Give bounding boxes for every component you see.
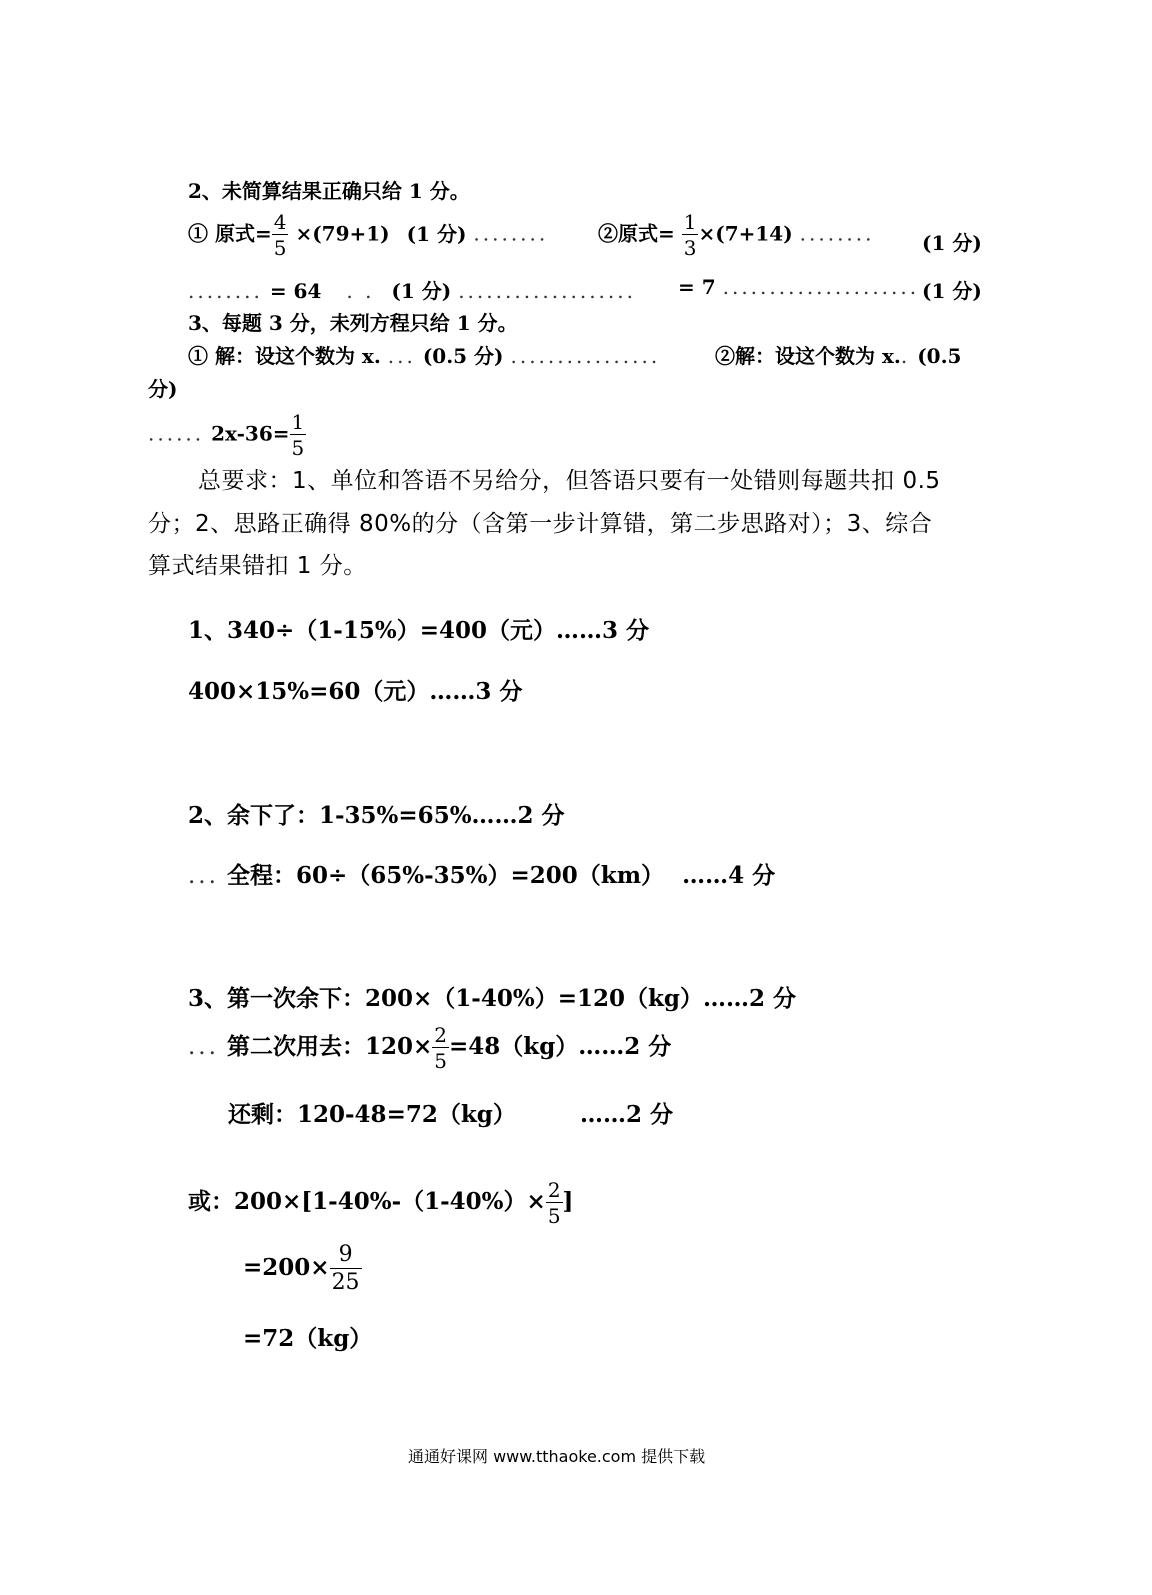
answer-1-line-2: 400×15%=60（元）……3 分 (188, 678, 523, 705)
page-footer: 通通好课网 www.tthaoke.com 提供下载 (408, 1447, 706, 1466)
equation-line-3-right (715, 340, 961, 369)
eq-prefix: ②原式= (598, 221, 675, 246)
alternative-line-2 (243, 1244, 362, 1294)
eq-score-right: (1 分) (922, 231, 982, 255)
eq-text: ②解：设这个数为 x. (715, 344, 901, 368)
answer-2-line-1: 2、余下了：1-35%=65%……2 分 (188, 802, 565, 829)
requirements-line-3: 算式结果错扣 1 分。 (148, 553, 367, 579)
eq-text: ① 解：设这个数为 x. (188, 344, 381, 368)
eq-value: = 7 (678, 275, 716, 299)
leader-dots: ................ (510, 344, 661, 368)
fraction: $\frac{1}{5}$ (291, 410, 305, 460)
leader-dots: . (900, 344, 911, 368)
requirements-line-1: 总要求：1、单位和答语不另给分，但答语只要有一处错则每题共扣 0.5 (198, 468, 941, 494)
eq-score: (1 分) (406, 221, 467, 246)
leader-dots: ... (188, 1034, 219, 1060)
eq-expr: 2x-36= (211, 421, 290, 446)
answer-2-line-2 (188, 857, 775, 890)
equation-wrap: 分) (148, 377, 178, 401)
answer-text: 或：200×[1-40%-（1-40%）× (188, 1188, 546, 1215)
leader-dots: ... (188, 863, 219, 889)
fraction: $\frac{1}{3}$ (683, 210, 697, 260)
fraction: $\frac{4}{5}$ (273, 210, 287, 260)
leader-dots: ........ (473, 221, 549, 246)
fraction: $\frac{2}{5}$ (434, 1023, 447, 1073)
eq-suffix: ×(7+14) (698, 221, 793, 246)
eq-prefix: ① 原式= (188, 221, 272, 246)
eq-score: (0.5 分) (422, 344, 504, 368)
requirements-line-2: 分；2、思路正确得 80%的分（含第一步计算错，第二步思路对）；3、综合 (148, 511, 933, 537)
answer-1-line-1: 1、340÷（1-15%）=400（元）……3 分 (188, 617, 649, 644)
equation-line-2-right (678, 275, 919, 299)
equation-line-2 (188, 275, 636, 304)
answer-text: 第二次用去：120× (226, 1033, 433, 1060)
leader-dots: . . (346, 279, 375, 303)
leader-dots: ..................... (722, 275, 920, 299)
leader-dots: ........ (799, 221, 875, 246)
scoring-heading-3: 3、每题 3 分，未列方程只给 1 分。 (188, 311, 518, 335)
leader-dots: ...... (148, 421, 205, 446)
answer-text: =200× (243, 1254, 330, 1281)
answer-text: ] (562, 1188, 574, 1215)
eq-value: = 64 (269, 279, 322, 303)
fraction: $\frac{9}{25}$ (331, 1242, 360, 1295)
leader-dots: ... (387, 344, 416, 368)
alternative-line-3: =72（kg） (243, 1325, 373, 1352)
answer-3-line-3: 还剩：120-48=72（kg） (228, 1101, 516, 1128)
eq-score: (1 分) (391, 279, 452, 303)
fraction: $\frac{2}{5}$ (547, 1178, 561, 1228)
leader-dots: ........ (188, 279, 263, 303)
answer-text: 全程：60÷（65%-35%）=200（km） (226, 862, 665, 889)
equation-line-3-left (188, 340, 660, 369)
equation-line-1-right (598, 212, 875, 258)
alternative-line-1 (188, 1180, 573, 1226)
equation-line-4 (148, 412, 306, 458)
answer-3-line-3-score: ……2 分 (580, 1101, 674, 1128)
answer-3-line-2 (188, 1025, 671, 1071)
scoring-heading-2: 2、未简算结果正确只给 1 分。 (188, 179, 470, 203)
leader-dots: ................... (458, 279, 636, 303)
equation-line-1-left (188, 212, 548, 258)
answer-score: ……4 分 (682, 862, 776, 889)
answer-3-line-1: 3、第一次余下：200×（1-40%）=120（kg）……2 分 (188, 985, 797, 1012)
eq-score: (0.5 (917, 344, 962, 368)
answer-text: =48（kg）……2 分 (448, 1033, 672, 1060)
eq-suffix: ×(79+1) (295, 221, 390, 246)
eq-score-right: (1 分) (922, 279, 982, 303)
